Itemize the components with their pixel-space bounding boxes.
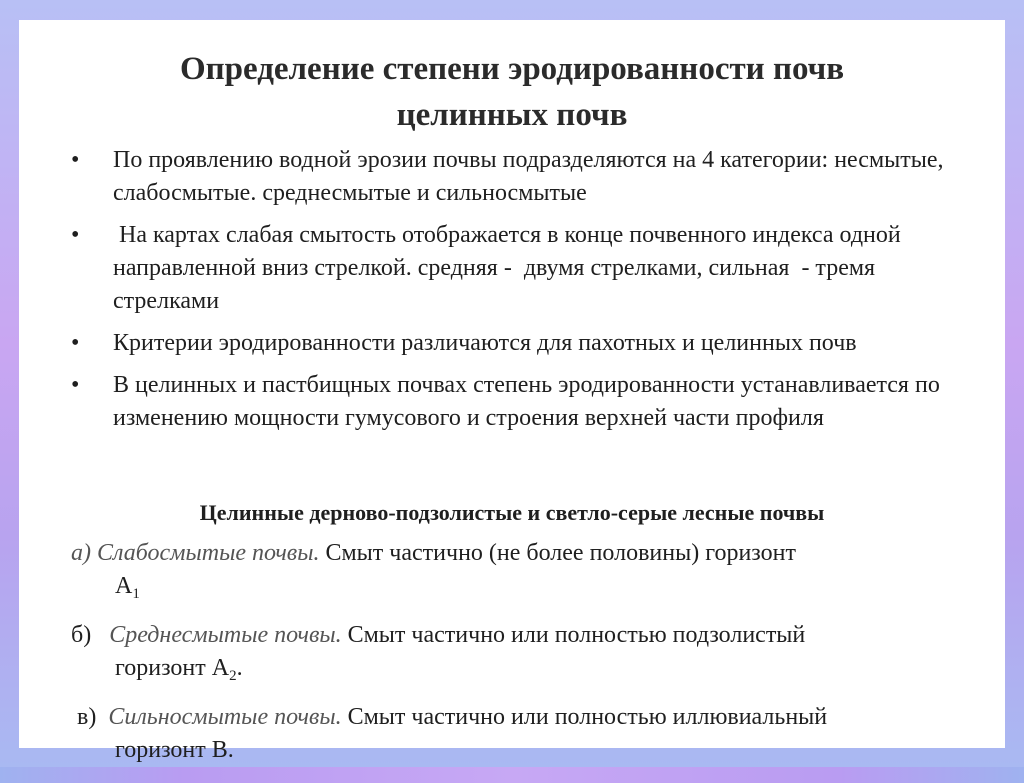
item-line-2 xyxy=(71,570,981,611)
item-line-2-text: А xyxy=(115,573,133,599)
item-line-2 xyxy=(77,734,981,775)
item-tail: . xyxy=(236,655,243,681)
title-line-1: Определение степени эродированности почв xyxy=(179,51,845,87)
category-item xyxy=(71,537,981,611)
bullet-marker: • xyxy=(71,222,80,248)
item-marker: в) xyxy=(77,704,97,730)
item-italic-term: Среднесмытые почвы. xyxy=(109,622,342,648)
erosion-category-list xyxy=(71,537,981,783)
item-line-2-text: горизонт А xyxy=(115,655,230,681)
item-line-2-text: горизонт В. xyxy=(115,737,234,763)
slide-title xyxy=(19,46,1005,138)
bullet-text: На картах слабая смытость отображается в конце почвенного индекса одной направленной вниз стрелкой. средняя - двумя стрелками, сильная - тремя стрелками xyxy=(113,222,907,314)
item-italic-term: Слабосмытые почвы. xyxy=(97,540,320,566)
section-subheading: Целинные дерново-подзолистые и светло-серые лесные почвы xyxy=(199,500,825,525)
bullet-item xyxy=(71,219,971,318)
item-italic-term: Сильносмытые почвы. xyxy=(108,704,342,730)
bullet-marker: • xyxy=(71,330,80,356)
bullet-marker: • xyxy=(71,147,80,173)
bullet-text: В целинных и пастбищных почвах степень эродированности устанавливается по изменению мощности гумусового и строения верхней части профиля xyxy=(113,372,940,431)
bullet-marker: • xyxy=(71,372,80,398)
item-marker: а) xyxy=(71,540,91,566)
slide xyxy=(19,20,1005,763)
item-subscript: 1 xyxy=(132,586,140,602)
title-line-2: целинных почв xyxy=(396,97,628,133)
item-text: Смыт частично или полностью подзолистый xyxy=(341,622,806,648)
item-text: Смыт частично или полностью иллювиальный xyxy=(341,704,828,730)
item-marker: б) xyxy=(71,622,92,648)
bullet-text: По проявлению водной эрозии почвы подразделяются на 4 категории: несмытые, слабосмытые. среднесмытые и сильносмытые xyxy=(113,147,944,206)
category-item xyxy=(71,619,981,693)
item-subscript: 2 xyxy=(229,668,237,684)
bullet-list xyxy=(71,144,971,444)
bullet-item xyxy=(71,327,971,360)
bullet-item xyxy=(71,144,971,210)
bullet-item xyxy=(71,369,971,435)
item-line-2 xyxy=(71,652,981,693)
item-text: Смыт частично (не более половины) горизонт xyxy=(319,540,796,566)
bullet-text: Критерии эродированности различаются для пахотных и целинных почв xyxy=(113,330,857,356)
category-item xyxy=(71,701,981,775)
